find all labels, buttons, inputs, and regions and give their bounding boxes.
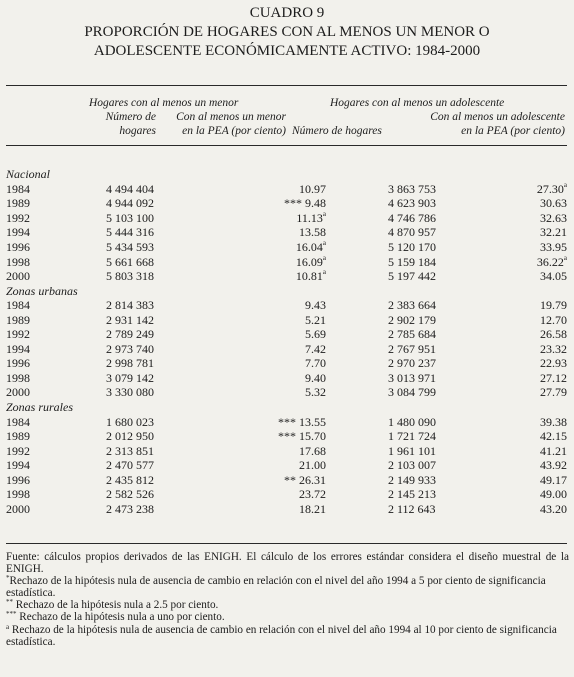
households-minor-cell: 1 680 023 xyxy=(106,414,154,429)
pct-minor-cell xyxy=(236,385,326,400)
pct-minor-value: 5.21 xyxy=(305,312,326,327)
pct-adolescent-value: 27.30 xyxy=(536,181,564,196)
table-row xyxy=(6,298,567,313)
footnote xyxy=(6,599,569,611)
year-cell: 1998 xyxy=(6,254,30,269)
table-row xyxy=(6,414,567,429)
pct-minor-value: 9.48 xyxy=(305,196,326,211)
significance-mark: *** xyxy=(278,414,296,429)
pct-minor-value: 21.00 xyxy=(299,458,326,473)
significance-mark: *** xyxy=(278,429,296,444)
year-cell: 1989 xyxy=(6,312,30,327)
header-col1-line1: Número de xyxy=(105,111,156,123)
table-row xyxy=(6,502,567,517)
header-rule xyxy=(6,145,567,146)
pct-minor-value: 10.81 xyxy=(295,269,323,284)
households-minor-cell: 4 494 404 xyxy=(106,181,154,196)
section-label: Zonas rurales xyxy=(6,400,74,415)
households-minor-cell: 3 079 142 xyxy=(106,370,154,385)
pct-adolescent-cell xyxy=(508,429,567,444)
households-minor-cell: 2 789 249 xyxy=(106,327,154,342)
table-row xyxy=(6,327,567,342)
year-cell: 1984 xyxy=(6,414,30,429)
pct-minor-cell xyxy=(236,487,326,502)
data-table xyxy=(6,167,567,516)
pct-minor-cell xyxy=(236,240,326,255)
table-row xyxy=(6,312,567,327)
pct-minor-cell xyxy=(236,443,326,458)
year-cell: 2000 xyxy=(6,501,30,516)
households-adolescent-cell: 4 623 903 xyxy=(388,196,436,211)
households-adolescent-cell: 1 480 090 xyxy=(388,414,436,429)
households-minor-cell: 2 470 577 xyxy=(106,458,154,473)
pct-adolescent-cell xyxy=(508,342,567,357)
year-cell: 1998 xyxy=(6,370,30,385)
pct-minor-cell xyxy=(236,371,326,386)
pct-adolescent-value: 22.93 xyxy=(540,356,567,371)
pct-minor-cell xyxy=(236,458,326,473)
pct-minor-value: 23.72 xyxy=(299,487,326,502)
pct-adolescent-cell xyxy=(508,385,567,400)
pct-minor-value: 10.97 xyxy=(299,181,326,196)
table-row xyxy=(6,371,567,386)
footnote-symbol: a xyxy=(6,622,10,631)
header-col3: Número de hogares xyxy=(292,125,382,137)
pct-adolescent-value: 42.15 xyxy=(540,429,567,444)
households-adolescent-cell: 1 961 101 xyxy=(388,443,436,458)
pct-adolescent-value: 41.21 xyxy=(540,443,567,458)
pct-minor-cell xyxy=(236,342,326,357)
pct-adolescent-value: 12.70 xyxy=(540,312,567,327)
households-minor-cell: 2 931 142 xyxy=(106,312,154,327)
households-minor-cell: 4 944 092 xyxy=(106,196,154,211)
pct-minor-cell xyxy=(236,196,326,211)
pct-adolescent-value: 26.58 xyxy=(540,327,567,342)
pct-adolescent-value: 32.63 xyxy=(540,210,567,225)
pct-adolescent-cell xyxy=(508,182,567,197)
households-minor-cell: 2 973 740 xyxy=(106,341,154,356)
footnote-mark: a xyxy=(322,253,326,262)
top-rule xyxy=(6,85,567,86)
table-row xyxy=(6,269,567,284)
pct-adolescent-cell xyxy=(508,298,567,313)
pct-adolescent-cell xyxy=(508,502,567,517)
year-cell: 1989 xyxy=(6,429,30,444)
source-note xyxy=(6,551,569,575)
pct-adolescent-cell xyxy=(508,196,567,211)
pct-minor-value: 16.04 xyxy=(295,240,323,254)
table-row xyxy=(6,240,567,255)
pct-minor-cell xyxy=(236,182,326,197)
table-row xyxy=(6,458,567,473)
pct-minor-cell xyxy=(236,502,326,517)
households-adolescent-cell: 2 103 007 xyxy=(388,458,436,473)
section-label: Nacional xyxy=(6,167,50,182)
pct-minor-value: 9.40 xyxy=(305,370,326,385)
pct-adolescent-cell xyxy=(508,443,567,458)
households-adolescent-cell: 2 767 951 xyxy=(388,341,436,356)
footnote-text: Fuente: cálculos propios derivados de las ENIGH. El cálculo de los errores estándar considera el diseño muestral de la ENIGH. xyxy=(6,551,569,576)
households-minor-cell: 2 313 851 xyxy=(106,443,154,458)
significance-mark: *** xyxy=(284,196,302,211)
pct-minor-cell xyxy=(236,269,326,284)
footnote-symbol: *** xyxy=(6,610,17,619)
year-cell: 2000 xyxy=(6,269,30,284)
households-minor-cell: 5 803 318 xyxy=(106,269,154,284)
footnote-mark: a xyxy=(563,180,567,189)
year-cell: 1996 xyxy=(6,472,30,487)
footnote-mark: a xyxy=(563,253,567,262)
households-adolescent-cell: 4 870 957 xyxy=(388,225,436,240)
footnote-symbol: ** xyxy=(6,598,13,607)
pct-minor-cell xyxy=(236,225,326,240)
bottom-rule xyxy=(6,543,567,544)
year-cell: 1998 xyxy=(6,487,30,502)
year-cell: 1994 xyxy=(6,225,30,240)
pct-adolescent-value: 34.05 xyxy=(540,269,567,284)
pct-adolescent-value: 23.32 xyxy=(540,341,567,356)
footnote-mark: a xyxy=(322,268,326,277)
households-minor-cell: 2 473 238 xyxy=(106,501,154,516)
pct-minor-cell xyxy=(236,356,326,371)
pct-adolescent-cell xyxy=(508,356,567,371)
households-adolescent-cell: 3 013 971 xyxy=(388,370,436,385)
header-col1-line2: hogares xyxy=(119,125,156,137)
households-adolescent-cell: 3 863 753 xyxy=(388,181,436,196)
footnote xyxy=(6,575,569,599)
households-adolescent-cell: 5 197 442 xyxy=(388,269,436,284)
pct-adolescent-cell xyxy=(508,312,567,327)
pct-adolescent-value: 43.92 xyxy=(540,458,567,473)
year-cell: 2000 xyxy=(6,385,30,400)
table-row xyxy=(6,385,567,400)
households-minor-cell: 5 103 100 xyxy=(106,210,154,225)
households-adolescent-cell: 2 145 213 xyxy=(388,487,436,502)
year-cell: 1984 xyxy=(6,298,30,313)
households-adolescent-cell: 2 112 643 xyxy=(388,501,436,516)
households-minor-cell: 2 012 950 xyxy=(106,429,154,444)
footnote-text: Rechazo de la hipótesis nula de ausencia de cambio en relación con el nivel del año 1994 a 5 por ciento de significancia estadística. xyxy=(6,575,546,600)
pct-adolescent-cell xyxy=(508,487,567,502)
table-title-line-2: ADOLESCENTE ECONÓMICAMENTE ACTIVO: 1984-2000 xyxy=(93,43,481,59)
pct-minor-value: 5.69 xyxy=(305,327,326,342)
pct-minor-cell xyxy=(236,211,326,226)
pct-adolescent-cell xyxy=(508,225,567,240)
year-cell: 1992 xyxy=(6,443,30,458)
table-row xyxy=(6,487,567,502)
pct-minor-cell xyxy=(236,429,326,444)
households-minor-cell: 2 435 812 xyxy=(106,472,154,487)
households-minor-cell: 2 998 781 xyxy=(106,356,154,371)
footnote xyxy=(6,624,569,648)
footnote-text: Rechazo de la hipótesis nula a uno por ciento. xyxy=(16,611,225,624)
year-cell: 1989 xyxy=(6,196,30,211)
pct-adolescent-value: 27.12 xyxy=(540,370,567,385)
year-cell: 1996 xyxy=(6,356,30,371)
pct-minor-value: 16.09 xyxy=(295,254,323,269)
year-cell: 1984 xyxy=(6,181,30,196)
table-number: CUADRO 9 xyxy=(249,5,325,21)
households-minor-cell: 3 330 080 xyxy=(106,385,154,400)
year-cell: 1994 xyxy=(6,458,30,473)
pct-adolescent-cell xyxy=(508,327,567,342)
table-row xyxy=(6,429,567,444)
header-group-adolescente: Hogares con al menos un adolescente xyxy=(330,97,505,109)
section-row xyxy=(6,400,567,415)
year-cell: 1992 xyxy=(6,210,30,225)
pct-adolescent-value: 19.79 xyxy=(540,298,567,313)
pct-adolescent-value: 49.17 xyxy=(540,472,567,487)
pct-adolescent-value: 27.79 xyxy=(540,385,567,400)
households-adolescent-cell: 2 785 684 xyxy=(388,327,436,342)
households-adolescent-cell: 2 902 179 xyxy=(388,312,436,327)
year-cell: 1996 xyxy=(6,240,30,254)
pct-minor-value: 9.43 xyxy=(305,298,326,313)
year-cell: 1994 xyxy=(6,341,30,356)
pct-adolescent-cell xyxy=(508,240,567,255)
table-row xyxy=(6,472,567,487)
footnote-text: Rechazo de la hipótesis nula de ausencia de cambio en relación con el nivel del año 1994 al 10 por ciento de significancia estadística. xyxy=(6,623,557,648)
pct-minor-cell xyxy=(236,312,326,327)
pct-minor-value: 11.13 xyxy=(296,210,323,225)
footnote xyxy=(6,611,569,623)
households-adolescent-cell: 1 721 724 xyxy=(388,429,436,444)
footnote-symbol: * xyxy=(6,574,10,583)
header-group-menor: Hogares con al menos un menor xyxy=(89,97,239,109)
pct-minor-cell xyxy=(236,298,326,313)
table-row xyxy=(6,211,567,226)
table-row xyxy=(6,196,567,211)
households-adolescent-cell: 2 383 664 xyxy=(388,298,436,313)
households-minor-cell: 5 661 668 xyxy=(106,254,154,269)
table-row xyxy=(6,182,567,197)
pct-adolescent-cell xyxy=(508,269,567,284)
footnote-text: Rechazo de la hipótesis nula a 2.5 por ciento. xyxy=(13,599,219,612)
pct-minor-cell xyxy=(236,327,326,342)
households-adolescent-cell: 3 084 799 xyxy=(388,385,436,400)
households-minor-cell: 5 434 593 xyxy=(106,240,154,254)
table-row xyxy=(6,443,567,458)
footnote-mark: a xyxy=(322,209,326,218)
header-col4-line1: Con al menos un adolescente xyxy=(430,111,565,123)
pct-adolescent-value: 30.63 xyxy=(540,196,567,211)
header-col2-line1: Con al menos un menor xyxy=(176,111,286,123)
pct-adolescent-value: 39.38 xyxy=(540,414,567,429)
pct-minor-value: 7.42 xyxy=(305,341,326,356)
pct-minor-value: 5.32 xyxy=(305,385,326,400)
table-row xyxy=(6,342,567,357)
households-adolescent-cell: 2 149 933 xyxy=(388,472,436,487)
pct-adolescent-value: 36.22 xyxy=(536,254,564,269)
pct-minor-cell xyxy=(236,254,326,269)
pct-adolescent-cell xyxy=(508,254,567,269)
pct-minor-value: 13.55 xyxy=(299,414,326,429)
pct-minor-value: 26.31 xyxy=(299,472,326,487)
section-row xyxy=(6,283,567,298)
pct-minor-value: 18.21 xyxy=(299,501,326,516)
footnote-mark: a xyxy=(322,239,326,247)
section-row xyxy=(6,167,567,182)
pct-minor-value: 17.68 xyxy=(299,443,326,458)
households-adolescent-cell: 5 120 170 xyxy=(388,240,436,254)
households-minor-cell: 2 814 383 xyxy=(106,298,154,313)
pct-minor-value: 15.70 xyxy=(299,429,326,444)
table-row xyxy=(6,225,567,240)
households-minor-cell: 2 582 526 xyxy=(106,487,154,502)
pct-adolescent-cell xyxy=(508,472,567,487)
households-adolescent-cell: 4 746 786 xyxy=(388,210,436,225)
header-col4-line2: en la PEA (por ciento) xyxy=(461,125,565,137)
pct-minor-cell xyxy=(236,414,326,429)
pct-adolescent-value: 49.00 xyxy=(540,487,567,502)
pct-adolescent-cell xyxy=(508,211,567,226)
households-adolescent-cell: 5 159 184 xyxy=(388,254,436,269)
pct-adolescent-value: 43.20 xyxy=(540,501,567,516)
footnotes xyxy=(6,551,569,648)
table-row xyxy=(6,254,567,269)
table-row xyxy=(6,356,567,371)
pct-minor-value: 7.70 xyxy=(305,356,326,371)
pct-adolescent-cell xyxy=(508,414,567,429)
households-minor-cell: 5 444 316 xyxy=(106,225,154,240)
pct-minor-cell xyxy=(236,472,326,487)
households-adolescent-cell: 2 970 237 xyxy=(388,356,436,371)
pct-adolescent-value: 33.95 xyxy=(540,240,567,254)
table-title-line-1: PROPORCIÓN DE HOGARES CON AL MENOS UN MENOR O xyxy=(84,24,490,40)
header-col2-line2: en la PEA (por ciento) xyxy=(182,125,286,137)
year-cell: 1992 xyxy=(6,327,30,342)
pct-adolescent-cell xyxy=(508,458,567,473)
pct-adolescent-value: 32.21 xyxy=(540,225,567,240)
pct-minor-value: 13.58 xyxy=(299,225,326,240)
significance-mark: ** xyxy=(284,472,296,487)
pct-adolescent-cell xyxy=(508,371,567,386)
section-label: Zonas urbanas xyxy=(6,283,78,298)
